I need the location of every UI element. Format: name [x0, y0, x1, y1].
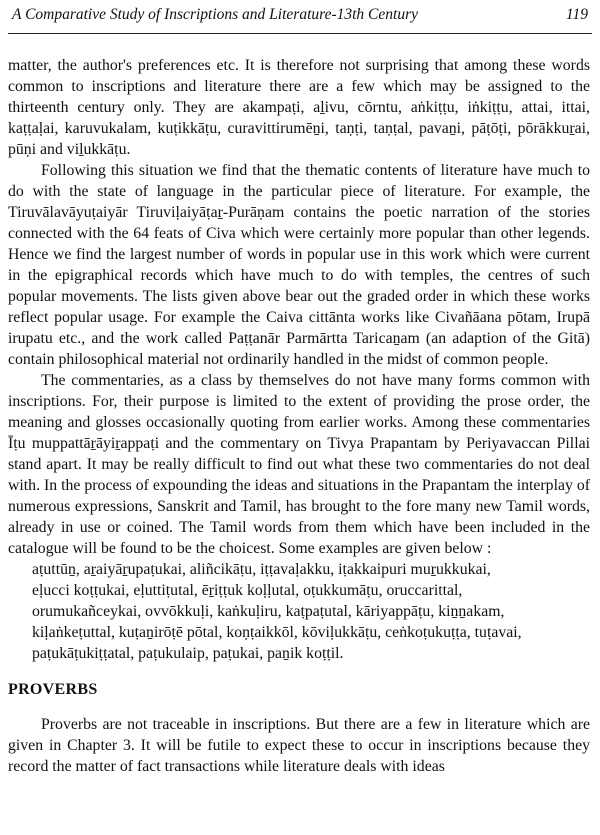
page-body — [8, 55, 590, 777]
paragraph-proverbs: Proverbs are not traceable in inscriptions. But there are a few in literature which are given in Chapter 3. It will be futile to expect these to occur in inscriptions because they record the matter of fact transactions while literature deals with ideas — [8, 716, 590, 775]
word-list-line: kiḷaṅkeṭuttal, kuṭaṉirōṭē pōtal, koṇṭaikkōl, kōviḷukkāṭu, ceṅkoṭukuṭṭa, tuṭavai, — [32, 624, 522, 641]
page-number: 119 — [565, 6, 588, 23]
word-list-line: orumukañceykai, ovvōkkuḷi, kaṅkuḷiru, kaṭpaṭutal, kāriyappāṭu, kiṉṉakam, — [32, 603, 505, 620]
running-head — [12, 6, 588, 30]
word-list-line: paṭukāṭukiṭṭatal, paṭukulaip, paṭukai, paṉik koṭṭil. — [32, 645, 344, 662]
section-heading-proverbs: PROVERBS — [8, 681, 98, 698]
running-title: A Comparative Study of Inscriptions and Literature-13th Century — [12, 6, 418, 23]
word-list-line: aṭuttūṉ, aṟaiyāṟupaṭukai, aliñcikāṭu, iṭṭavaḷakku, iṭakkaipuri muṟukkukai, — [32, 561, 491, 578]
header-rule — [8, 33, 592, 34]
paragraph-thematic-contents: Following this situation we find that the thematic contents of literature have much to do with the state of language in the particular piece of literature. For example, the Tiruvālavāyuṭaiyār Tiruviḷaiyāṭaṟ-Purāṇam contains the poetic narration of the stories connected with the 64 feats of Civa which were certainly more popular than other legends. Hence we find the largest number of words in popular use in this work which were current in the epigraphical records which have much to do with temples, the centres of such popular movements. The lists given above bear out the graded order in which these works reflect popular usage. For example the Caiva cittānta works like Civañāana pōtam, Irupā irupatu etc., and the work called Paṭṭanār Parmārtta Taricaṉam (an adaption of the Gitā) contain philosophical material not ordinarily handled in the midst of common people. — [8, 162, 590, 368]
word-examples-list — [32, 559, 590, 664]
word-list-line: eḷucci koṭṭukai, eḷuttiṭutal, ēṟiṭṭuk koḷḷutal, oṭukkumāṭu, oruccarittal, — [32, 582, 463, 599]
paragraph-commentaries: The commentaries, as a class by themselves do not have many forms common with inscriptions. For, their purpose is limited to the extent of providing the prose order, the meaning and glosses occasionally quoting from earlier works. Among these commentaries Īṭu muppattāṟāyiṟappaṭi and the commentary on Tivya Prapantam by Periyavaccan Pillai stand apart. It may be really difficult to find out what these two commentaries do not deal with. In the process of expounding the ideas and situations in the Prapantam the interplay of numerous expressions, Sanskrit and Tamil, has brought to the fore many new Tamil words, already in use or coined. The Tamil words from them which have been included in the catalogue will be found to be the choicest. Some examples are given below : — [8, 372, 590, 557]
paragraph-continuation: matter, the author's preferences etc. It is therefore not surprising that among these words common to inscriptions and literature there are a few which may be assigned to the thirteenth century only. They are akampaṭi, aḻivu, cōrntu, aṅkiṭṭu, iṅkiṭṭu, attai, ittai, kaṭṭaḷai, karuvukalam, kuṭikkāṭu, curavittirumēṉi, taṇṭi, taṇṭal, pavaṉi, pāṭōṭi, pōrākkuṟai, pūṇi and viḻukkāṭu. — [8, 57, 590, 158]
